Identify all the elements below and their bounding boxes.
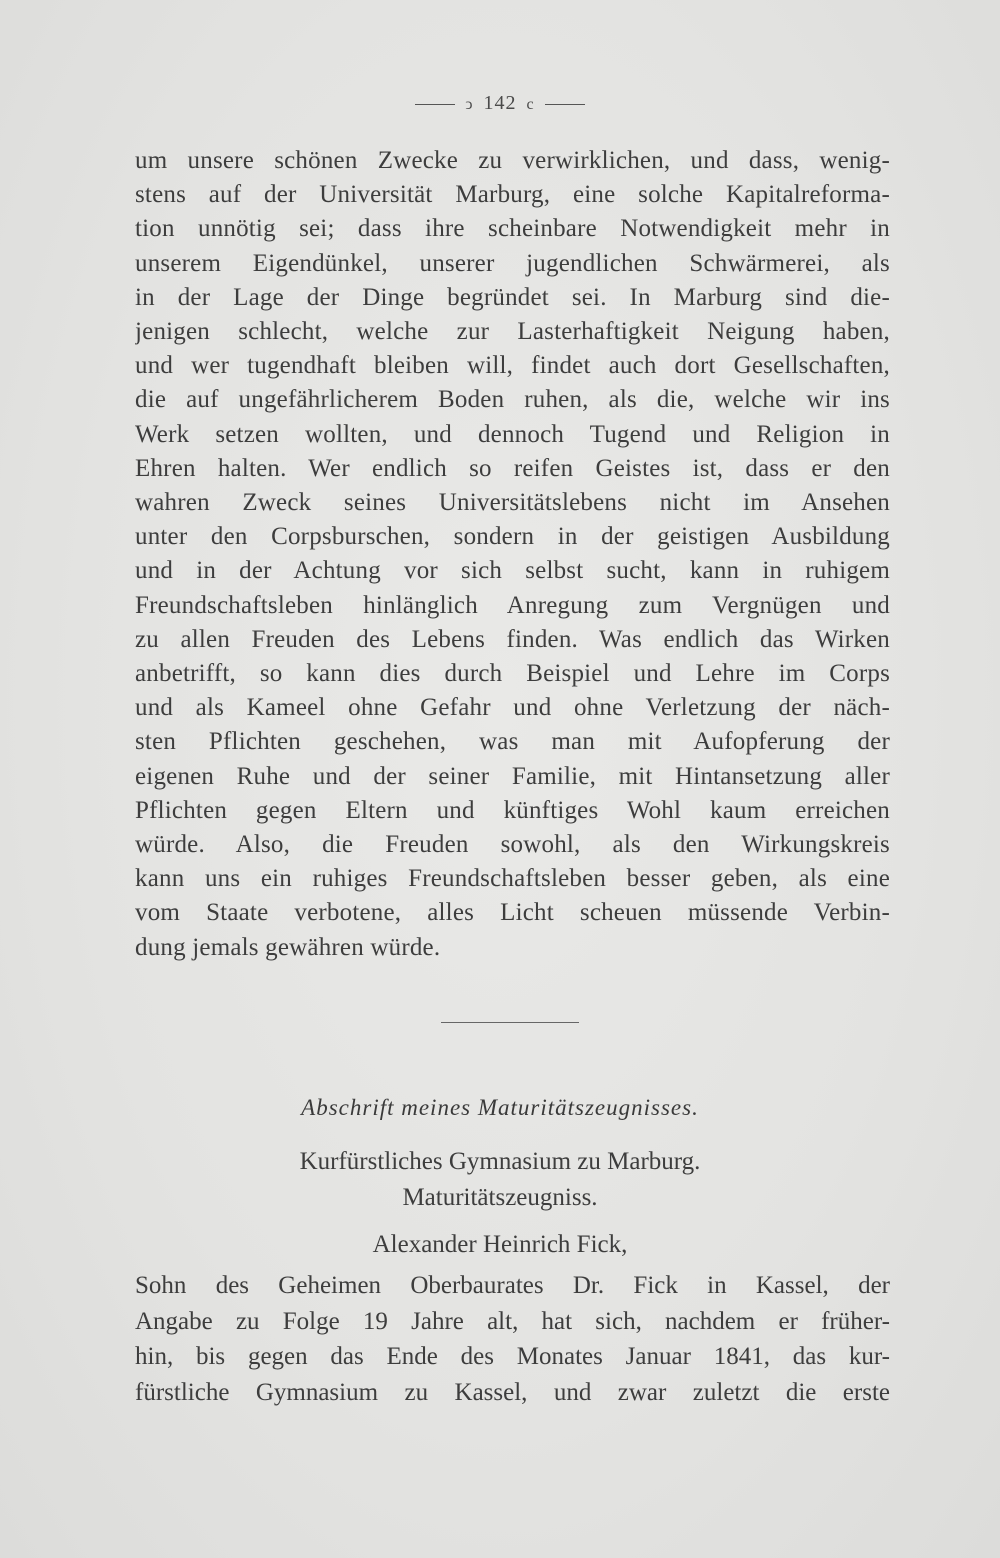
text-line: zu allen Freuden des Lebens finden. Was endlich das Wirken	[135, 625, 890, 653]
text-line: Pflichten gegen Eltern und künftiges Wohl kaum erreichen	[135, 796, 890, 824]
text-line: anbetrifft, so kann dies durch Beispiel und Lehre im Corps	[135, 660, 890, 688]
text-line: und wer tugendhaft bleiben will, findet auch dort Gesellschaften,	[135, 352, 890, 380]
header-dash-left	[415, 104, 455, 105]
document-type: Maturitätszeugniss.	[402, 1184, 598, 1211]
text-line: Angabe zu Folge 19 Jahre alt, hat sich, nachdem er früher-	[135, 1307, 890, 1335]
text-line: Sohn des Geheimen Oberbaurates Dr. Fick in Kassel, der	[135, 1272, 890, 1299]
text-line: unter den Corpsburschen, sondern in der geistigen Ausbildung	[135, 523, 890, 551]
text-line: kann uns ein ruhiges Freundschaftsleben besser geben, als eine	[135, 865, 890, 893]
header-ornament-right: c	[526, 96, 535, 113]
text-line: und als Kameel ohne Gefahr und ohne Verletzung der näch-	[135, 694, 890, 722]
text-line: Werk setzen wollten, und dennoch Tugend und Religion in	[135, 420, 890, 448]
section-heading: Abschrift meines Maturitätszeugnisses.	[301, 1095, 699, 1120]
text-line: sten Pflichten geschehen, was man mit Aufopferung der	[135, 728, 890, 756]
header-dash-right	[545, 104, 585, 105]
text-line: und in der Achtung vor sich selbst sucht, kann in ruhigem	[135, 557, 890, 585]
text-line: tion unnötig sei; dass ihre scheinbare Notwendigkeit mehr in	[135, 215, 890, 243]
text-line: Freundschaftsleben hinlänglich Anregung zum Vergnügen und	[135, 591, 890, 619]
text-line: die auf ungefährlicherem Boden ruhen, als die, welche wir ins	[135, 386, 890, 414]
text-line: eigenen Ruhe und der seiner Familie, mit Hintansetzung aller	[135, 762, 890, 790]
text-line: Ehren halten. Wer endlich so reifen Geistes ist, dass er den	[135, 454, 890, 482]
school-name: Kurfürstliches Gymnasium zu Marburg.	[299, 1148, 701, 1175]
text-line: würde. Also, die Freuden sowohl, als den Wirkungskreis	[135, 831, 890, 859]
main-paragraph	[135, 144, 890, 965]
header-ornament-left: ↄ	[465, 96, 474, 113]
text-line: jenigen schlecht, welche zur Lasterhaftigkeit Neigung haben,	[135, 318, 890, 346]
text-line: wahren Zweck seines Universitätslebens nicht im Ansehen	[135, 489, 890, 517]
page-header	[0, 92, 1000, 115]
text-line: dung jemals gewähren würde.	[135, 933, 441, 961]
text-line: hin, bis gegen das Ende des Monates Januar 1841, das kur-	[135, 1343, 890, 1370]
section-divider	[441, 1022, 579, 1023]
text-line: stens auf der Universität Marburg, eine solche Kapitalreforma-	[135, 181, 890, 209]
student-name: Alexander Heinrich Fick,	[372, 1231, 628, 1258]
text-line: fürstliche Gymnasium zu Kassel, und zwar zuletzt die erste	[135, 1378, 890, 1406]
text-line: in der Lage der Dinge begründet sei. In Marburg sind die-	[135, 283, 890, 311]
text-line: vom Staate verbotene, alles Licht scheuen müssende Verbin-	[135, 899, 890, 927]
certificate-paragraph	[135, 1268, 890, 1410]
text-line: um unsere schönen Zwecke zu verwirklichen, und dass, wenig-	[135, 147, 890, 174]
text-line: unserem Eigendünkel, unserer jugendlichen Schwärmerei, als	[135, 249, 890, 277]
page-number: 142	[483, 92, 517, 114]
